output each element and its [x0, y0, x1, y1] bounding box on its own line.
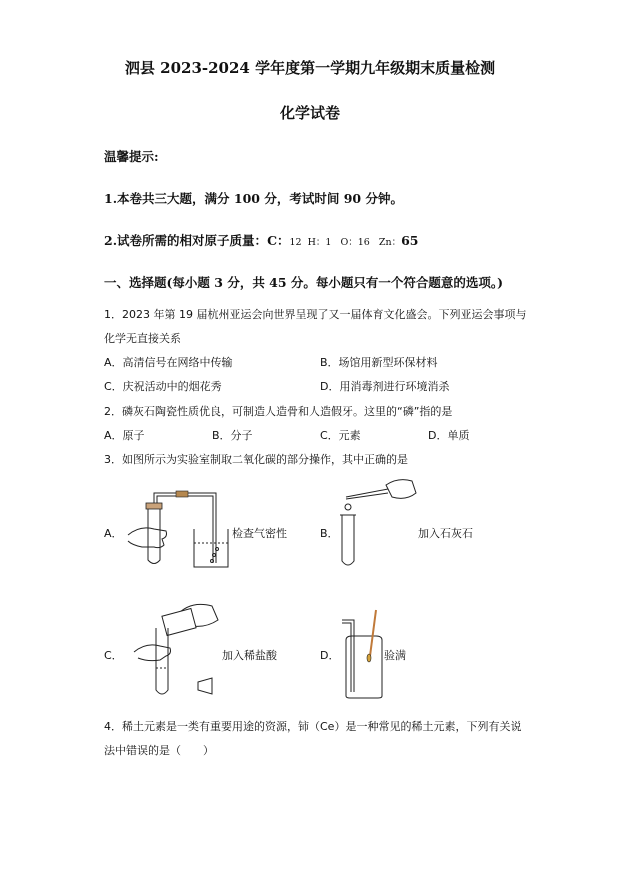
q2-option-a: A．原子 — [104, 429, 145, 442]
q3-option-b-caption: 加入石灰石 — [418, 527, 473, 540]
q2-option-b: B．分子 — [212, 429, 253, 442]
airtightness-check-diagram — [120, 485, 240, 570]
atom-c: C：12 — [267, 233, 302, 248]
q2-stem: 2．磷灰石陶瓷性质优良，可制造人造骨和人造假牙。这里的“磷”指的是 — [104, 405, 453, 418]
q3-option-d-caption: 验满 — [384, 649, 406, 662]
exam-title: 泗县 2023-2024 学年度第一学期九年级期末质量检测 — [124, 59, 496, 77]
q1-stem-line-1: 1．2023 年第 19 届杭州亚运会向世界呈现了又一届体育文化盛会。下列亚运会事项与 — [104, 308, 527, 321]
q2-option-c: C．元素 — [320, 429, 361, 442]
atom-h: H：1 — [307, 237, 332, 248]
tips-item-2-label: 2.试卷所需的相对原子质量： — [104, 233, 268, 248]
add-limestone-diagram — [336, 475, 426, 570]
q2-option-d: D．单质 — [428, 429, 470, 442]
q3-option-c-caption: 加入稀盐酸 — [222, 649, 277, 662]
q3-option-a-label: A． — [104, 527, 123, 540]
q1-stem-line-2: 化学无直接关系 — [104, 332, 181, 345]
q1-option-c: C．庆祝活动中的烟花秀 — [104, 380, 222, 393]
q3-option-d-label: D． — [320, 649, 340, 662]
q4-stem-line-2: 法中错误的是（ ） — [104, 744, 214, 757]
q3-option-b-label: B． — [320, 527, 339, 540]
atom-zn: Zn：65 — [378, 233, 419, 248]
q1-option-a: A．高清信号在网络中传输 — [104, 356, 233, 369]
tips-item-2 — [104, 231, 418, 249]
section-1-heading: 一、选择题(每小题 3 分，共 45 分。每小题只有一个符合题意的选项。) — [104, 275, 504, 290]
tips-item-1: 1.本卷共三大题，满分 100 分，考试时间 90 分钟。 — [104, 191, 403, 206]
q3-option-a-caption: 检查气密性 — [232, 527, 287, 540]
q1-option-d: D．用消毒剂进行环境消杀 — [320, 380, 450, 393]
add-acid-diagram — [120, 598, 220, 700]
q1-option-b: B．场馆用新型环保材料 — [320, 356, 438, 369]
q3-option-c-label: C． — [104, 649, 123, 662]
q3-stem: 3．如图所示为实验室制取二氧化碳的部分操作，其中正确的是 — [104, 453, 408, 466]
tips-heading: 温馨提示: — [104, 149, 159, 164]
atom-o: O：16 — [340, 237, 370, 248]
q4-stem-line-1: 4．稀土元素是一类有重要用途的资源，铈（Ce）是一种常见的稀土元素，下列有关说 — [104, 720, 522, 733]
exam-subtitle: 化学试卷 — [279, 104, 340, 122]
